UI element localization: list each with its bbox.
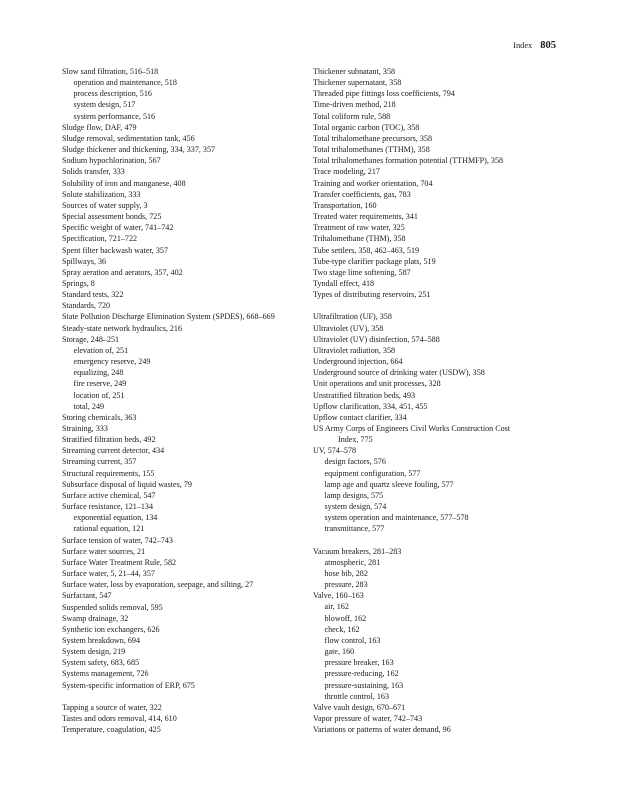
index-subentry: pressure-sustaining, 163 [324, 680, 404, 690]
index-entry: Suspended solids removal, 595 [62, 602, 163, 612]
index-entry: Tube settlers, 358, 462–463, 519 [313, 245, 420, 255]
index-entry: Unit operations and unit processes, 328 [313, 379, 441, 389]
index-subentry: throttle control, 163 [324, 691, 390, 701]
index-entry: US Army Corps of Engineers Civil Works Construction Cost [313, 423, 511, 433]
index-entry: Steady-state network hydraulics, 216 [62, 323, 183, 333]
index-entry: Surface water, loss by evaporation, seepage, and silting, 27 [62, 580, 254, 590]
index-entry: Underground injection, 664 [313, 357, 403, 367]
index-subentry: location of, 251 [73, 390, 125, 400]
index-entry: Sludge removal, sedimentation tank, 456 [62, 133, 195, 143]
index-subentry: total, 249 [73, 401, 105, 411]
index-entry: Treatment of raw water, 325 [313, 223, 405, 233]
index-entry: Surface water, 5, 21–44, 357 [62, 569, 155, 579]
index-entry: Spray aeration and aerators, 357, 402 [62, 267, 183, 277]
index-column-left [62, 66, 302, 735]
index-entry: Valve, 160–163 [313, 591, 364, 601]
index-entry: Slow sand filtration, 516–518 [62, 67, 159, 76]
index-entry: Surface tension of water, 742–743 [62, 535, 173, 545]
index-subentry: gate, 160 [324, 647, 355, 657]
index-entry: Spent filter backwash water, 357 [62, 245, 168, 255]
index-entry: Transportation, 160 [313, 200, 377, 210]
index-entry: Streaming current, 357 [62, 457, 137, 467]
index-entry: System safety, 683, 685 [62, 658, 140, 668]
index-gap [313, 535, 563, 546]
index-entry: Surface resistance, 121–134 [62, 502, 154, 512]
index-entry: Types of distributing reservoirs, 251 [313, 290, 431, 300]
index-entry: Tapping a source of water, 322 [62, 702, 162, 712]
index-entry: Variations or patterns of water demand, 96 [313, 725, 451, 735]
index-entry: Thickener supernatant, 358 [313, 78, 402, 88]
index-entry: Upflow contact clarifier, 334 [313, 412, 407, 422]
index-entry: Structural requirements, 155 [62, 468, 155, 478]
index-entry: Ultraviolet radiation, 358 [313, 345, 396, 355]
index-entry: UV, 574–578 [313, 446, 357, 456]
index-entry: Trihalomethane (THM), 358 [313, 234, 406, 244]
index-entry: Stratified filtration beds, 492 [62, 435, 156, 445]
index-subentry: equalizing, 248 [73, 368, 124, 378]
index-entry: Solute stabilization, 333 [62, 189, 141, 199]
index-entry: Sodium hypochlorination, 567 [62, 156, 161, 166]
index-entry: Standards, 720 [62, 301, 111, 311]
index-entry: Transfer coefficients, gas, 783 [313, 189, 411, 199]
index-entry: Tyndall effect, 418 [313, 278, 375, 288]
index-entry: Sources of water supply, 3 [62, 200, 148, 210]
index-entry: Tube-type clarifier package plats, 519 [313, 256, 436, 266]
index-entry: Training and worker orientation, 704 [313, 178, 433, 188]
index-entry: Streaming current detector, 434 [62, 446, 165, 456]
index-subentry: emergency reserve, 249 [73, 357, 151, 367]
index-entry: Surfactant, 547 [62, 591, 112, 601]
index-entry: Spillways, 36 [62, 256, 107, 266]
running-header [513, 41, 556, 51]
index-gap [62, 691, 302, 702]
index-entry: Thickener subnatant, 358 [313, 67, 396, 76]
index-entry: Sludge flow, DAF, 479 [62, 122, 137, 132]
index-subentry: atmospheric, 281 [324, 557, 381, 567]
index-entry: Systems management, 726 [62, 669, 149, 679]
index-entry: Underground source of drinking water (USDW), 358 [313, 368, 485, 378]
index-subentry: system operation and maintenance, 577–578 [324, 513, 469, 523]
index-entry: Straining, 333 [62, 424, 108, 433]
index-entry: Total organic carbon (TOC), 358 [313, 122, 420, 132]
index-subentry: lamp age and quartz sleeve fouling, 577 [324, 479, 454, 489]
index-subentry: flow control, 163 [324, 635, 381, 645]
index-entry: Solubility of iron and manganese, 408 [62, 178, 186, 188]
index-entry: Special assessment bonds, 725 [62, 212, 162, 222]
index-entry: Total trihalomethanes (TTHM), 358 [313, 145, 430, 155]
index-entry: State Pollution Discharge Elimination System (SPDES), 668–669 [62, 312, 275, 322]
index-entry: Ultrafiltration (UF), 358 [313, 312, 392, 322]
index-entry: Temperature, coagulation, 425 [62, 725, 161, 735]
index-entry: Storage, 248–251 [62, 334, 120, 344]
index-entry: Vacuum breakers, 281–283 [313, 546, 402, 556]
section-title: Index [513, 41, 533, 50]
index-entry: Unstratified filtration beds, 493 [313, 390, 416, 400]
index-entry: Total trihalomethanes formation potential (TTHMFP), 358 [313, 156, 504, 166]
index-entry: Trace modeling, 217 [313, 167, 380, 177]
index-subentry: design factors, 576 [324, 457, 386, 467]
page-number: 805 [540, 40, 556, 51]
index-subentry: air, 162 [324, 602, 349, 612]
index-subentry: system design, 574 [324, 502, 387, 512]
index-entry: Vapor pressure of water, 742–743 [313, 714, 423, 724]
index-entry: Surface water sources, 21 [62, 546, 146, 556]
index-entry: Solids transfer, 333 [62, 167, 125, 177]
index-entry: System breakdown, 694 [62, 635, 141, 645]
index-subentry: exponential equation, 134 [73, 513, 158, 523]
index-subentry: rational equation, 121 [73, 524, 145, 534]
index-subentry: pressure breaker, 163 [324, 658, 394, 668]
index-subentry: pressure, 283 [324, 580, 368, 590]
index-entry: Upflow clarification, 334, 451, 455 [313, 401, 428, 411]
index-entry: Two stage lime softening, 587 [313, 267, 411, 277]
index-entry: Total coliform rule, 588 [313, 111, 391, 121]
index-entry: Threaded pipe fittings loss coefficients, 794 [313, 89, 455, 99]
index-entry: Springs, 8 [62, 278, 95, 288]
index-subentry: equipment configuration, 577 [324, 468, 421, 478]
index-entry: Surface active chemical, 547 [62, 490, 156, 500]
index-subentry: blowoff, 162 [324, 613, 367, 623]
index-subentry: process description, 516 [73, 89, 152, 99]
index-entry: Storing chemicals, 363 [62, 412, 137, 422]
index-entry: Standard tests, 322 [62, 290, 124, 300]
index-subentry: fire reserve, 249 [73, 379, 127, 389]
index-entry: Ultraviolet (UV) disinfection, 574–588 [313, 334, 440, 344]
index-entry: Treated water requirements, 341 [313, 212, 418, 222]
index-entry: Subsurface disposal of liquid wastes, 79 [62, 479, 192, 489]
index-subentry: pressure-reducing, 162 [324, 669, 399, 679]
index-subentry: operation and maintenance, 518 [73, 78, 177, 88]
index-subentry: check, 162 [324, 624, 360, 634]
index-entry: Synthetic ion exchangers, 626 [62, 624, 160, 634]
index-gap [313, 300, 563, 311]
index-entry: Tastes and odors removal, 414, 610 [62, 714, 177, 724]
index-subentry: hose bib, 282 [324, 569, 368, 578]
index-entry: Swamp drainage, 32 [62, 613, 129, 623]
index-entry: System-specific information of ERP, 675 [62, 680, 195, 690]
index-entry-continuation: Index, 775 [338, 435, 373, 445]
index-entry: Sludge thickener and thickening, 334, 337, 357 [62, 145, 216, 155]
index-subentry: transmittance, 577 [324, 524, 385, 534]
index-entry: Specification, 721–722 [62, 234, 138, 244]
index-entry: Ultraviolet (UV), 358 [313, 323, 384, 333]
index-entry: Time-driven method, 218 [313, 100, 396, 110]
index-entry: Surface Water Treatment Rule, 582 [62, 557, 177, 567]
index-subentry: lamp designs, 575 [324, 490, 384, 500]
index-entry: Total trihalomethane precursors, 358 [313, 133, 433, 143]
index-subentry: system performance, 516 [73, 111, 156, 121]
index-entry: Valve vault design, 670–671 [313, 702, 406, 712]
index-subentry: system design, 517 [73, 100, 136, 110]
index-entry: System design, 219 [62, 647, 126, 657]
index-column-right [313, 66, 563, 735]
index-subentry: elevation of, 251 [73, 345, 129, 355]
index-entry: Specific weight of water, 741–742 [62, 223, 174, 233]
